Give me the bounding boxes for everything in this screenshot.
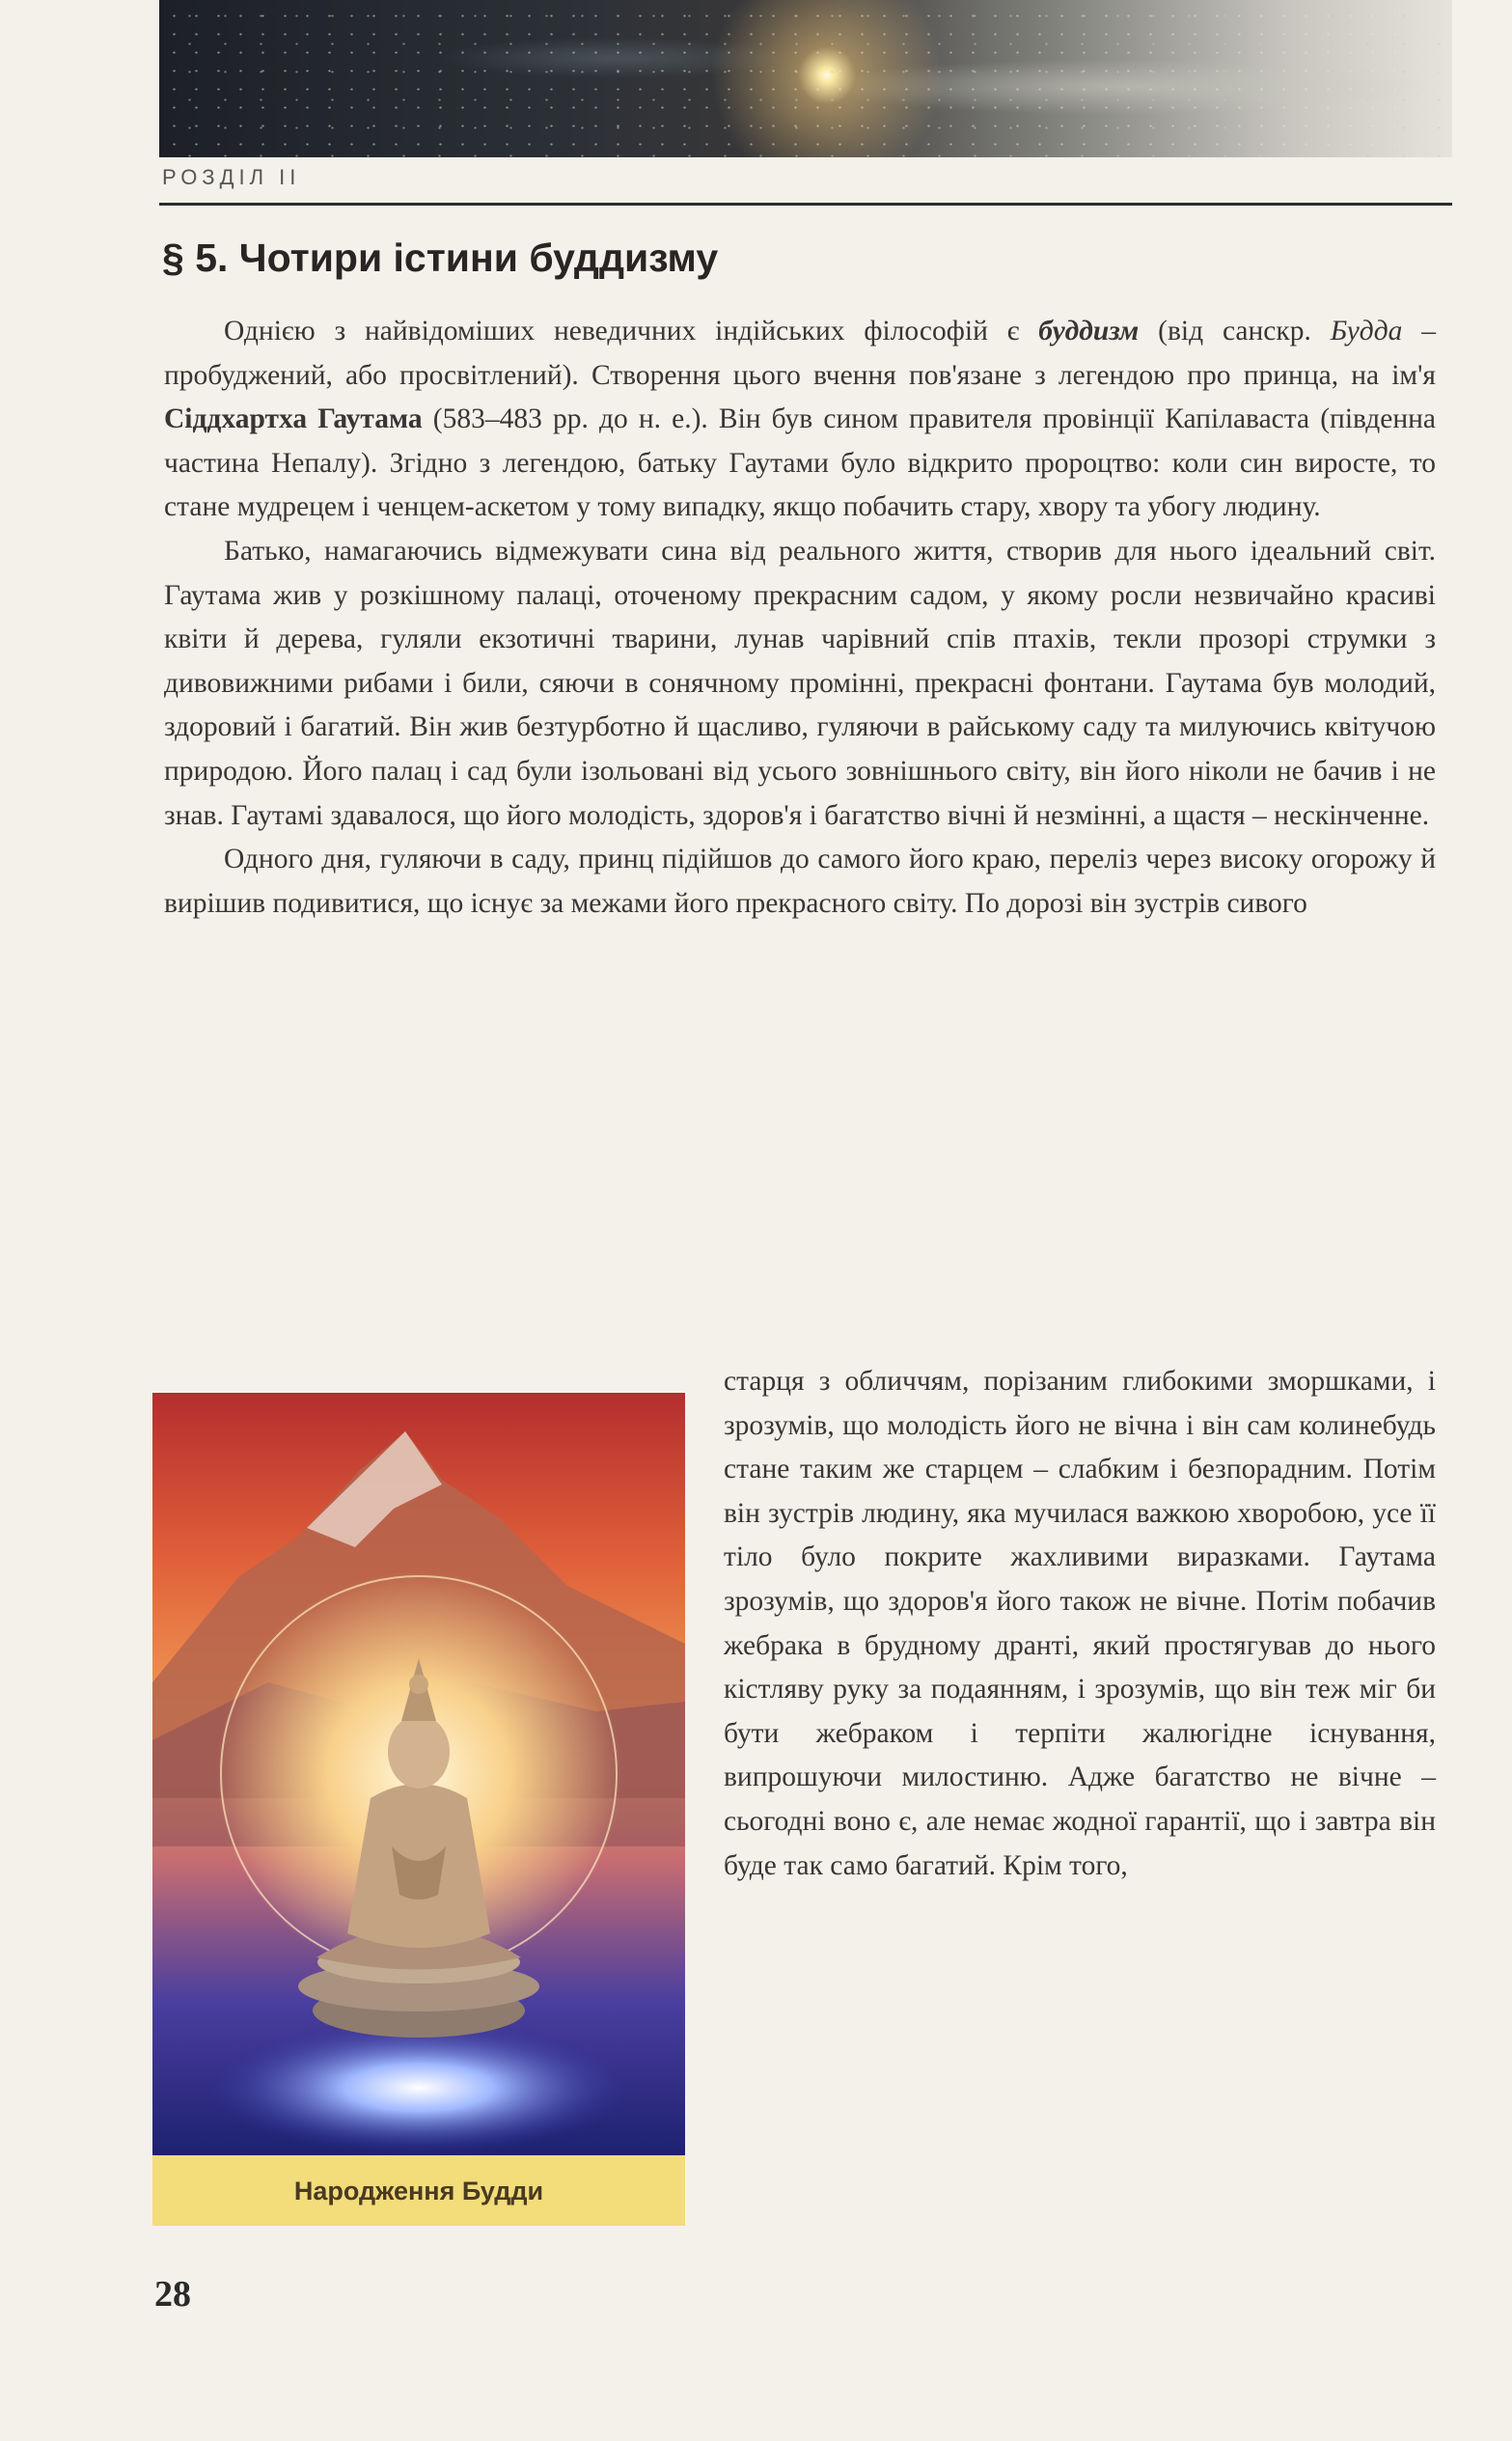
- header-divider: [159, 203, 1452, 206]
- starfield-banner-image: [159, 0, 1452, 157]
- banner-stars: [159, 0, 1452, 157]
- section-label: РОЗДІЛ II: [162, 165, 301, 189]
- p1-text-1: Однією з найвідоміших неведичних індійських філософій є: [224, 316, 1039, 347]
- p1-text-4: (583–483 рр. до н. е.). Він був сином правителя провінції Капілаваста (південна частина Непалу). Згідно з легендою, батьку Гаутами було відкрито пророцтво: коли син виросте, то стане мудрецем і ченцем-аскетом у тому випадку, якщо побачить стару, хвору та убогу людину.: [164, 403, 1437, 523]
- paragraph-3-continued: старця з обличчям, порізаним глибокими зморшками, і зрозумів, що молодість його не вічна і він сам колинебудь стане таким же старцем – слабким і безпорадним. Потім він зустрів людину, яка мучилася важкою хворобою, усе її тіло було покрите жахливими виразками. Гаутама зрозумів, що здоров'я його також не вічне. Потім побачив жебрака в брудному дранті, який простягував до нього кістляву руку за подаянням, і зрозумів, що він теж міг би бути жебраком і терпіти жалюгідне існування, випрошуючи милостиню. Адже багатство не вічне – сьогодні воно є, але немає жодної гарантії, що і завтра він буде так само багатий. Крім того,: [724, 1366, 1436, 1881]
- p1-text-3: – пробуджений, або просвітлений). Створення цього вчення пов'язане з легендою про принца, на ім'я: [164, 316, 1436, 391]
- page-number: 28: [154, 2274, 191, 2315]
- main-text-column: [164, 310, 1436, 926]
- paragraph-2: Батько, намагаючись відмежувати сина від реального життя, створив для нього ідеальний світ. Гаутама жив у розкішному палаці, оточеному прекрасним садом, у якому росли незвичайно красиві квіти й дерева, гуляли екзотичні тварини, лунав чарівний спів птахів, текли прозорі струмки з дивовижними рибами і били, сяючи в сонячному промінні, прекрасні фонтани. Гаутама був молодий, здоровий і багатий. Він жив безтурботно й щасливо, гуляючи в райському саду та милуючись квітучою природою. Його палац і сад були ізольовані від усього зовнішнього світу, він його ніколи не бачив і не знав. Гаутамі здавалося, що його молодість, здоров'я і багатство вічні й незмінні, а щастя – нескінченне.: [164, 535, 1436, 831]
- term-buddhism: буддизм: [1038, 316, 1140, 347]
- term-buddha: Будда: [1330, 316, 1403, 347]
- buddha-birth-illustration: [152, 1393, 685, 2226]
- wrapped-text-column: [724, 1360, 1436, 1888]
- term-siddhartha: Сіддхартха Гаутама: [164, 403, 423, 435]
- buddha-painting: [152, 1393, 685, 2155]
- figure-caption: Народження Будди: [293, 2177, 544, 2205]
- caption-band: [152, 2155, 685, 2226]
- paragraph-3-start: Одного дня, гуляючи в саду, принц підійшов до самого його краю, переліз через високу огорожу й вирішив подивитися, що існує за межами його прекрасного світу. По дорозі він зустрів сивого: [164, 844, 1436, 919]
- paragraph-1: [164, 310, 1436, 530]
- p1-text-2: (від санскр.: [1139, 316, 1331, 347]
- section-title: § 5. Чотири істини буддизму: [162, 236, 719, 280]
